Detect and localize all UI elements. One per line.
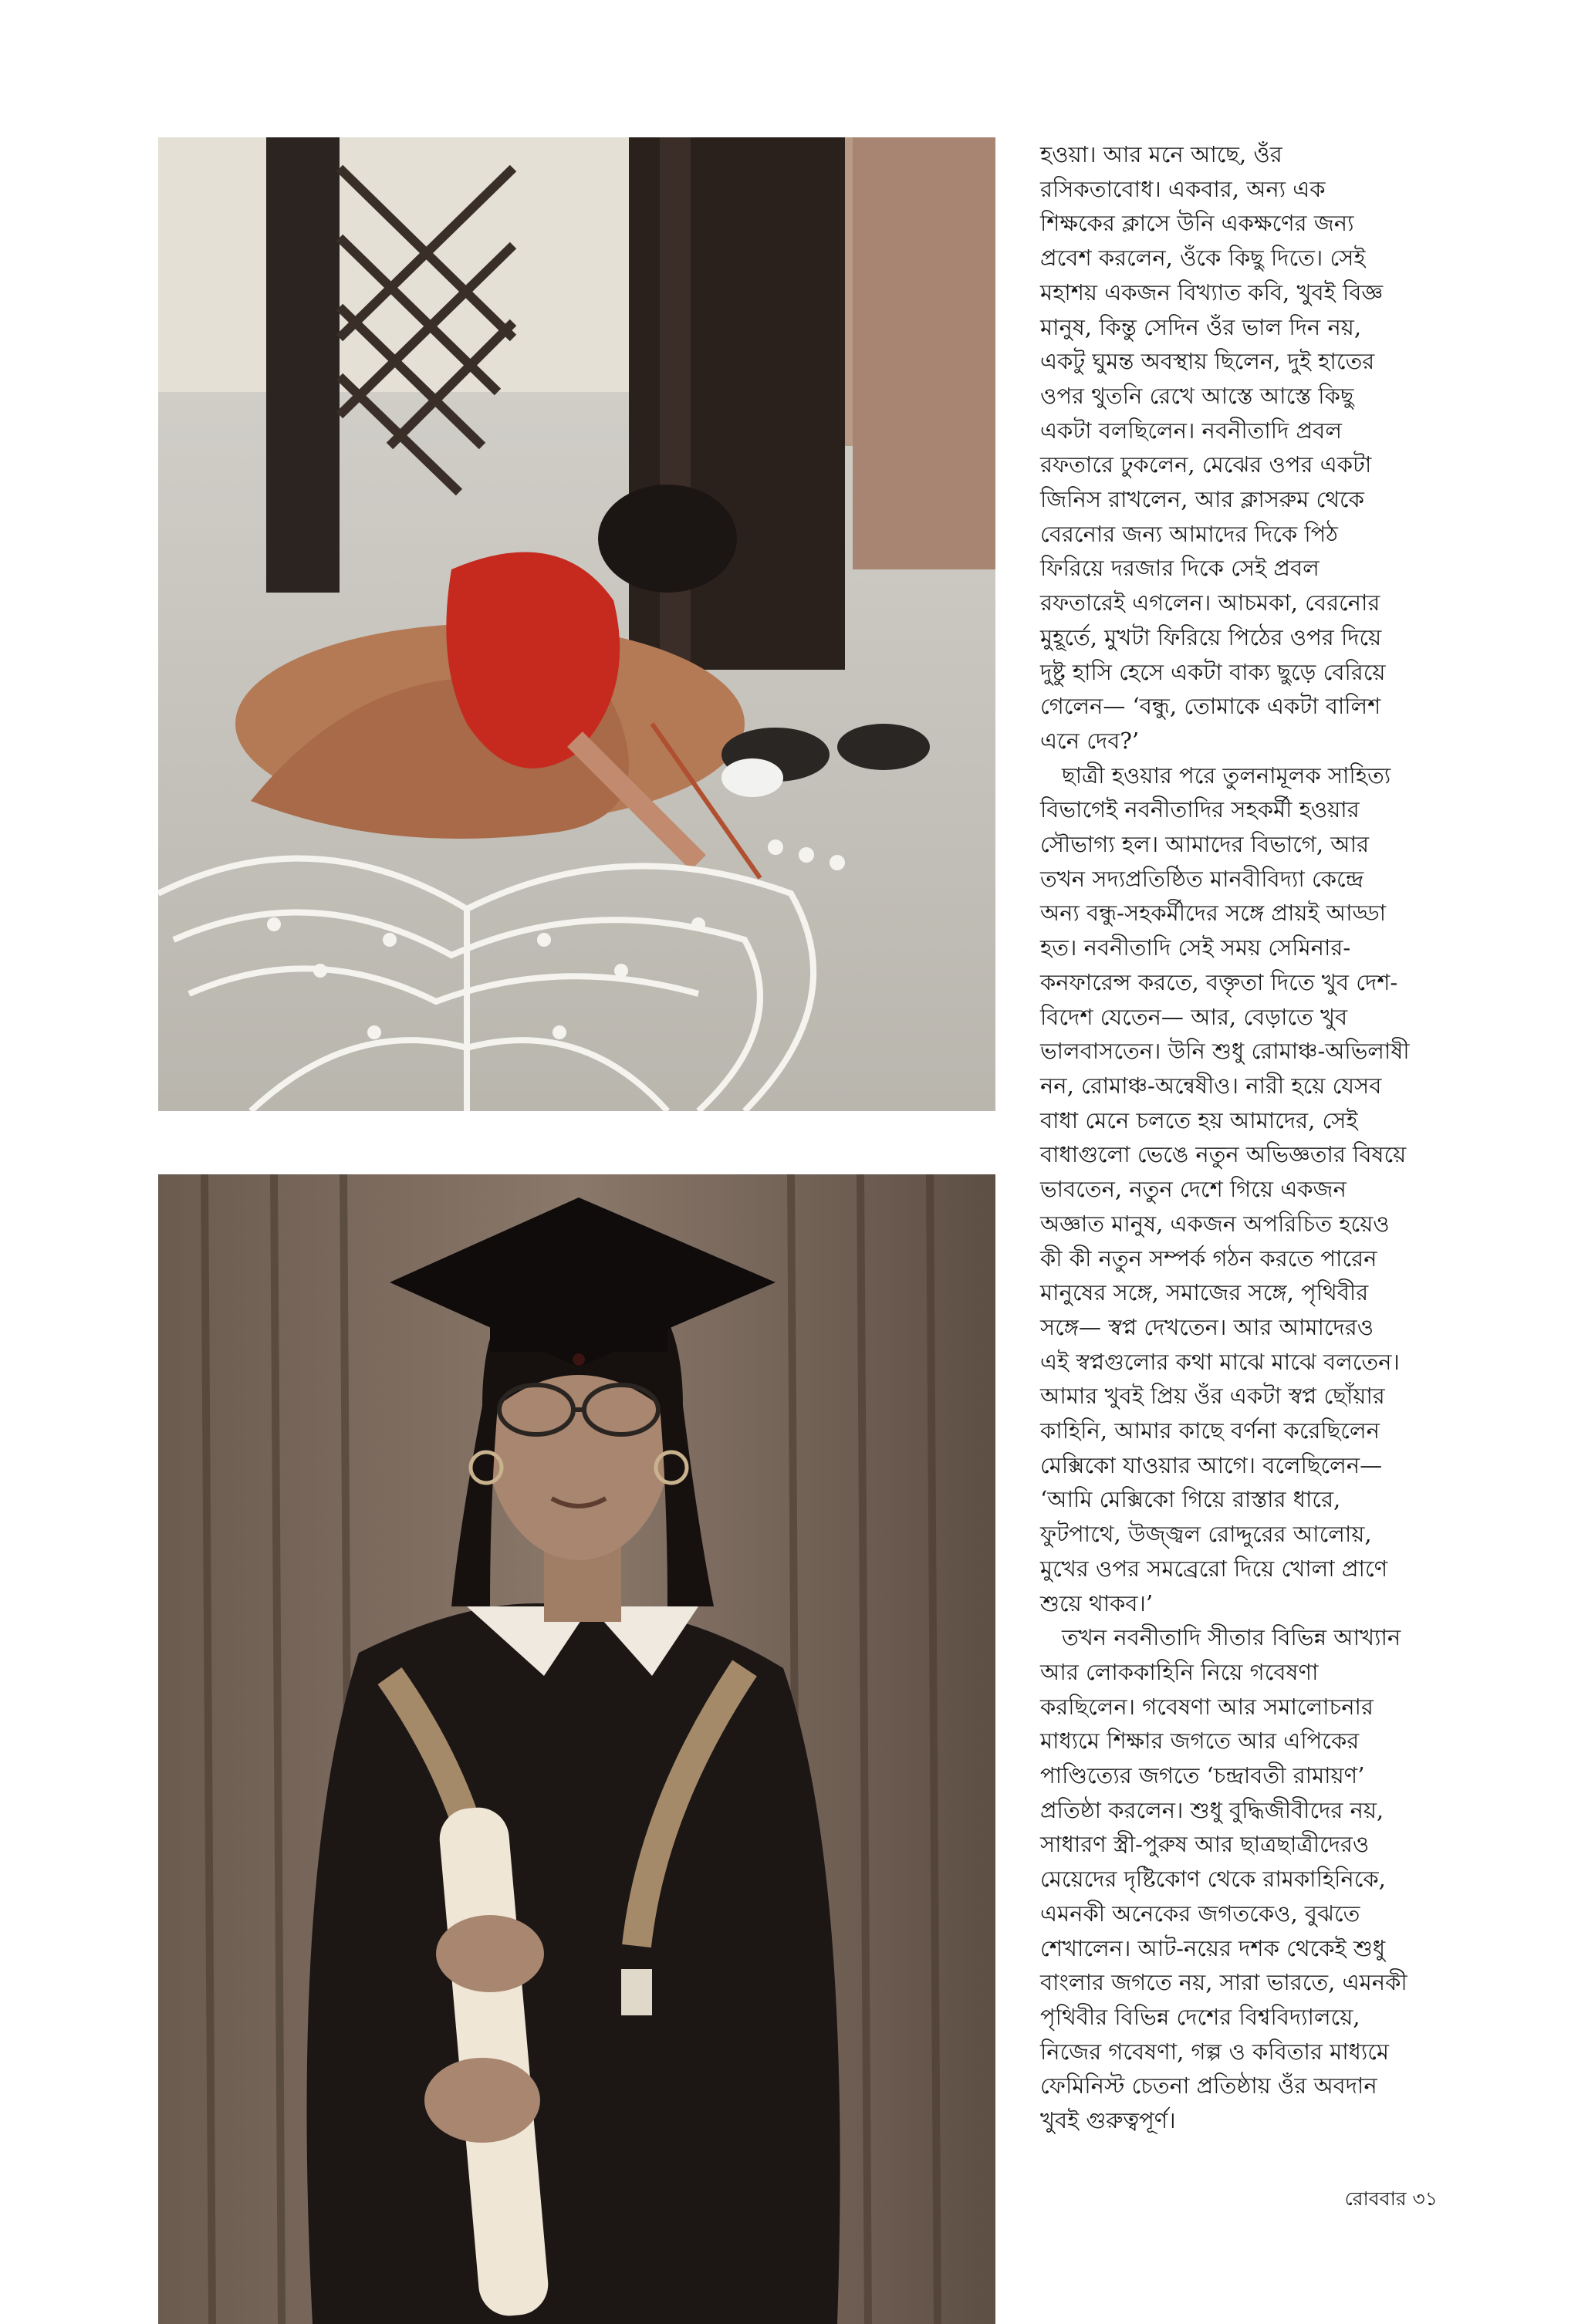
text-line: নিজের গবেষণা, গল্প ও কবিতার মাধ্যমে	[1040, 2038, 1390, 2065]
text-line: বাধা মেনে চলতে হয় আমাদের, সেই	[1040, 1106, 1358, 1133]
text-line: বিদেশ যেতেন— আর, বেড়াতে খুব	[1040, 1003, 1348, 1030]
text-line: মানুষ, কিন্তু সেদিন ওঁর ভাল দিন নয়,	[1040, 313, 1362, 340]
text-line: ফেমিনিস্ট চেতনা প্রতিষ্ঠায় ওঁর অবদান	[1040, 2072, 1377, 2099]
text-line: এনে দেব?’	[1040, 727, 1140, 754]
text-line: ‘আমি মেক্সিকো গিয়ে রাস্তার ধারে,	[1040, 1486, 1341, 1513]
alpana-photo-graphic	[158, 137, 995, 1111]
text-line: বেরনোর জন্য আমাদের দিকে পিঠ	[1040, 520, 1338, 547]
text-line: প্রতিষ্ঠা করলেন। শুধু বুদ্ধিজীবীদের নয়,	[1040, 1796, 1384, 1823]
text-line: সৌভাগ্য হল। আমাদের বিভাগে, আর	[1040, 831, 1370, 858]
paragraph-2	[1040, 758, 1441, 1621]
text-line: রসিকতাবোধ। একবার, অন্য এক	[1040, 175, 1326, 202]
text-line: ফিরিয়ে দরজার দিকে সেই প্রবল	[1040, 555, 1320, 582]
text-line: মুহূর্তে, মুখটা ফিরিয়ে পিঠের ওপর দিয়ে	[1040, 623, 1382, 650]
text-line: শুয়ে থাকব।’	[1040, 1589, 1154, 1616]
text-line: রফতারেই এগলেন। আচমকা, বেরনোর	[1040, 589, 1380, 616]
page-footer: রোববার ৩১	[1344, 2187, 1438, 2210]
text-line: সঙ্গে— স্বপ্ন দেখতেন। আর আমাদেরও	[1040, 1313, 1374, 1340]
text-line: মেয়েদের দৃষ্টিকোণ থেকে রামকাহিনিকে,	[1040, 1866, 1386, 1893]
text-line: বিভাগেই নবনীতাদির সহকর্মী হওয়ার	[1040, 796, 1360, 823]
text-line: মহাশয় একজন বিখ্যাত কবি, খুবই বিজ্ঞ	[1040, 279, 1384, 306]
article-text	[1040, 137, 1441, 2138]
text-line: ভালবাসতেন। উনি শুধু রোমাঞ্চ-অভিলাষী	[1040, 1038, 1410, 1065]
text-line: একটু ঘুমন্ত অবস্থায় ছিলেন, দুই হাতের	[1040, 348, 1375, 375]
text-line: অজ্ঞাত মানুষ, একজন অপরিচিত হয়েও	[1040, 1210, 1390, 1237]
text-line: মানুষের সঙ্গে, সমাজের সঙ্গে, পৃথিবীর	[1040, 1279, 1369, 1306]
text-line: হত। নবনীতাদি সেই সময় সেমিনার-	[1040, 934, 1351, 961]
text-line: নন, রোমাঞ্চ-অন্বেষীও। নারী হয়ে যেসব	[1040, 1072, 1382, 1099]
paragraph-1	[1040, 137, 1441, 758]
text-line: রফতারে ঢুকলেন, মেঝের ওপর একটা	[1040, 451, 1372, 478]
text-line: জিনিস রাখলেন, আর ক্লাসরুম থেকে	[1040, 486, 1364, 513]
text-line: একটা বলছিলেন। নবনীতাদি প্রবল	[1040, 417, 1342, 444]
text-line: মাধ্যমে শিক্ষার জগতে আর এপিকের	[1040, 1728, 1360, 1755]
text-line: কী কী নতুন সম্পর্ক গঠন করতে পারেন	[1040, 1245, 1377, 1272]
text-line: ফুটপাথে, উজ্জ্বল রোদ্দুরের আলোয়,	[1040, 1521, 1372, 1548]
text-line: বাধাগুলো ভেঙে নতুন অভিজ্ঞতার বিষয়ে	[1040, 1141, 1407, 1168]
graduation-portrait-photo	[158, 1174, 995, 2324]
graduation-photo-graphic	[158, 1174, 995, 2324]
text-line: হওয়া। আর মনে আছে, ওঁর	[1040, 141, 1282, 167]
text-line: আর লোককাহিনি নিয়ে গবেষণা	[1040, 1658, 1319, 1685]
text-line: খুবই গুরুত্বপূর্ণ।	[1040, 2107, 1176, 2134]
text-line: ওপর থুতনি রেখে আস্তে আস্তে কিছু	[1040, 382, 1354, 409]
text-line: পৃথিবীর বিভিন্ন দেশের বিশ্ববিদ্যালয়ে,	[1040, 2003, 1360, 2030]
text-line: শিক্ষকের ক্লাসে উনি এক​ক্ষণের জন্য	[1040, 210, 1354, 237]
paragraph-3	[1040, 1620, 1441, 2138]
text-line: ভাবতেন, নতুন দেশে গিয়ে একজন	[1040, 1176, 1347, 1203]
woman-painting-alpana-photo	[158, 137, 995, 1111]
text-line: তখন নবনীতাদি সীতার বিভিন্ন আখ্যান	[1062, 1624, 1401, 1651]
text-line: মেক্সিকো যাওয়ার আগে। বলেছিলেন—	[1040, 1451, 1383, 1478]
text-line: দুষ্টু হাসি হেসে একটা বাক্য ছুড়ে বেরিয়ে	[1040, 658, 1386, 685]
text-line: করছিলেন। গবেষণা আর সমালোচনার	[1040, 1693, 1374, 1720]
text-line: ছাত্রী হওয়ার পরে তুলনামূলক সাহিত্য	[1062, 762, 1391, 789]
text-line: সাধারণ স্ত্রী-পুরুষ আর ছাত্রছাত্রীদেরও	[1040, 1831, 1370, 1858]
text-line: এই স্বপ্নগুলোর কথা মাঝে মাঝে বলতেন।	[1040, 1348, 1400, 1375]
text-line: কাহিনি, আমার কাছে বর্ণনা করেছিলেন	[1040, 1417, 1380, 1444]
text-line: এমনকী অনেকের জগতকেও, বুঝতে	[1040, 1900, 1360, 1927]
text-line: কনফারেন্স করতে, বক্তৃতা দিতে খুব দেশ-	[1040, 968, 1398, 995]
text-line: তখন সদ্যপ্রতিষ্ঠিত মানবীবিদ্যা কেন্দ্রে	[1040, 865, 1364, 892]
text-line: অন্য বন্ধু-সহকর্মীদের সঙ্গে প্রায়ই আড্ডা	[1040, 900, 1386, 927]
text-line: গেলেন— ‘বন্ধু, তোমাকে একটা বালিশ	[1040, 693, 1381, 720]
text-line: বাংলার জগতে নয়, সারা ভারতে, এমনকী	[1040, 1969, 1407, 1996]
text-line: পাণ্ডিত্যের জগতে ‘চন্দ্রাবতী রামায়ণ’	[1040, 1762, 1365, 1789]
text-line: আমার খুবই প্রিয় ওঁর একটা স্বপ্ন ছোঁয়ার	[1040, 1383, 1385, 1410]
text-line: মুখের ওপর সমব্রেরো দিয়ে খোলা প্রাণে	[1040, 1555, 1388, 1582]
text-line: শেখালেন। আট-নয়ের দশক থেকেই শুধু	[1040, 1934, 1386, 1961]
text-line: প্রবেশ করলেন, ওঁকে কিছু দিতে। সেই	[1040, 245, 1366, 272]
